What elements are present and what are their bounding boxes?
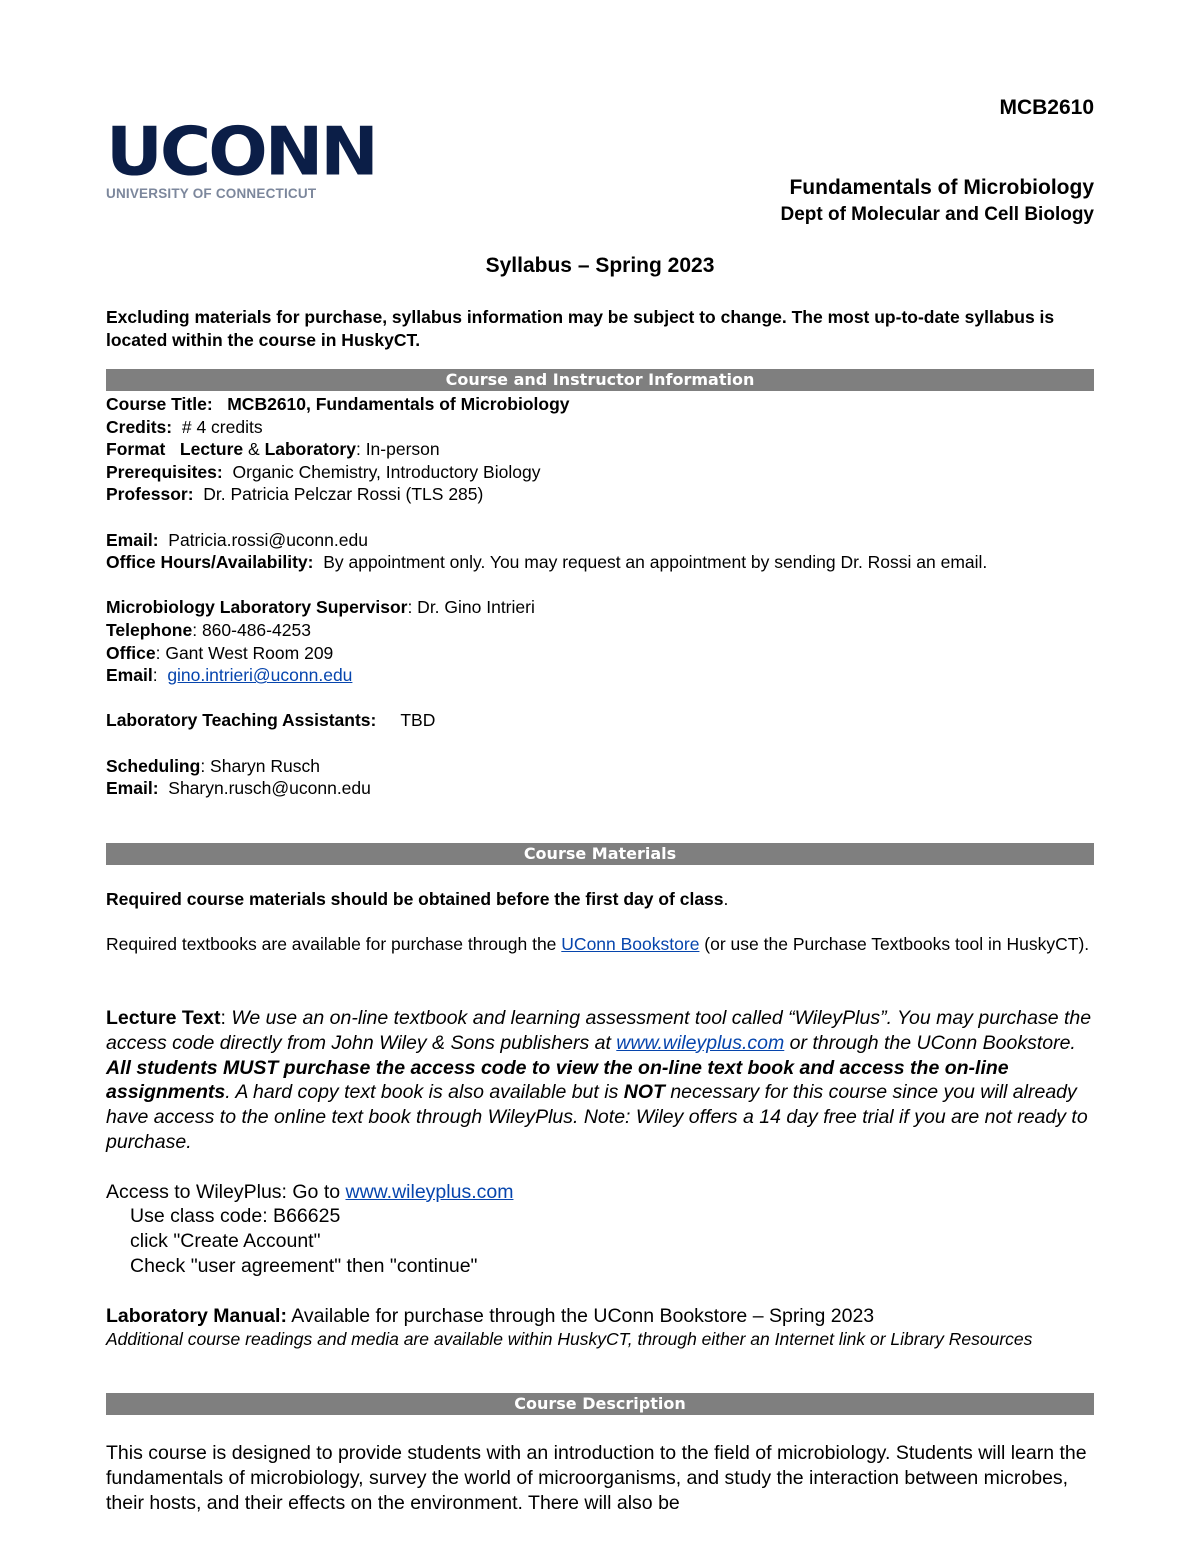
telephone-row: Telephone: 860-486-4253 — [106, 619, 311, 640]
professor-email: Patricia.rossi@uconn.edu — [168, 529, 368, 550]
scheduling-row: Scheduling: Sharyn Rusch — [106, 755, 320, 776]
course-title-row: Course Title: MCB2610, Fundamentals of Microbiology — [106, 394, 570, 414]
materials-intro — [106, 888, 1096, 956]
format-row: Format Lecture & Laboratory: In-person — [106, 439, 440, 460]
section-header-materials: Course Materials — [106, 843, 1094, 865]
section-header-description: Course Description — [106, 1393, 1094, 1415]
section-header-instructor: Course and Instructor Information — [106, 369, 1094, 391]
office-hours-value: By appointment only. You may request an appointment by sending Dr. Rossi an email. — [323, 552, 988, 573]
format-value: : In-person — [355, 439, 440, 460]
syllabus-notice: Excluding materials for purchase, syllabus information may be subject to change. The most up-to-date syllabus is located within the course in HuskyCT. — [106, 307, 1055, 350]
logo-subtitle: UNIVERSITY OF CONNECTICUT — [106, 186, 317, 201]
additional-readings-note: Additional course readings and media are available within HuskyCT, through either an Internet link or Library Resources — [106, 1329, 1033, 1349]
course-description-text: This course is designed to provide students with an introduction to the field of microbiology. Students will learn the fundamentals of microbiology, survey the world of microorganisms, and study the interaction between microbes, their hosts, and their effects on the environment. There will also be — [106, 1442, 1087, 1514]
scheduling-value: : Sharyn Rusch — [200, 755, 320, 776]
prerequisites-value: Organic Chemistry, Introductory Biology — [232, 461, 541, 482]
teaching-assistants-row: Laboratory Teaching Assistants: TBD — [106, 710, 436, 731]
lab-supervisor-row: Microbiology Laboratory Supervisor: Dr. Gino Intrieri — [106, 597, 535, 618]
logo-wordmark: UCONN — [106, 112, 376, 191]
lecture-text-paragraph: Lecture Text: We use an on-line textbook and learning assessment tool called “WileyPlus”. You may purchase the access code directly from John Wiley & Sons publishers at www.wileyplus.com or through the UConn Bookstore. All students MUST purchase the access code to view the on-line text book and access the on-line assignments. A hard copy text book is also available but is NOT necessary for this course since you will already have access to the online text book through WileyPlus. Note: Wiley offers a 14 day free trial if you are not ready to purchase. — [106, 1007, 1092, 1153]
teaching-assistants-value: TBD — [400, 710, 436, 731]
telephone-value: : 860-486-4253 — [192, 619, 311, 640]
textbooks-note: Required textbooks are available for purchase through the UConn Bookstore (or use the Purchase Textbooks tool in HuskyCT). — [106, 934, 1090, 955]
course-code: MCB2610 — [999, 96, 1094, 119]
syllabus-title: Syllabus – Spring 2023 — [485, 254, 715, 277]
access-wileyplus-row: Access to WileyPlus: Go to www.wileyplus.com — [106, 1180, 514, 1203]
prerequisites-row: Prerequisites: Organic Chemistry, Introductory Biology — [106, 461, 541, 482]
access-step-user-agreement: Check "user agreement" then "continue" — [130, 1254, 478, 1277]
lab-supervisor-value: : Dr. Gino Intrieri — [407, 597, 535, 618]
instructor-info — [106, 393, 1096, 800]
lecture-text-section — [106, 1006, 1096, 1328]
lab-supervisor-email-link[interactable]: gino.intrieri@uconn.edu — [167, 665, 353, 686]
lab-manual-row: Laboratory Manual: Available for purchase through the UConn Bookstore – Spring 2023 — [106, 1304, 875, 1327]
scheduling-email: Sharyn.rusch@uconn.edu — [168, 778, 371, 799]
course-name: Fundamentals of Microbiology — [789, 176, 1094, 199]
professor-email-row: Email: Patricia.rossi@uconn.edu — [106, 529, 368, 550]
professor-value: Dr. Patricia Pelczar Rossi (TLS 285) — [203, 484, 484, 505]
lab-manual-value: Available for purchase through the UConn Bookstore – Spring 2023 — [286, 1304, 875, 1327]
credits-row: Credits: # 4 credits — [106, 416, 263, 437]
office-value: : Gant West Room 209 — [155, 642, 334, 663]
department-name: Dept of Molecular and Cell Biology — [780, 204, 1094, 225]
wileyplus-link-lecture[interactable]: www.wileyplus.com — [616, 1031, 785, 1054]
office-hours-row: Office Hours/Availability: By appointment only. You may request an appointment by sending Dr. Rossi an email. — [106, 552, 988, 573]
bookstore-link[interactable]: UConn Bookstore — [561, 934, 700, 955]
uconn-logo — [106, 112, 376, 202]
office-row: Office: Gant West Room 209 — [106, 642, 334, 663]
professor-row: Professor: Dr. Patricia Pelczar Rossi (TLS 285) — [106, 484, 484, 505]
required-materials-note: Required course materials should be obtained before the first day of class. — [106, 889, 729, 909]
access-step-class-code: Use class code: B66625 — [130, 1205, 341, 1228]
scheduling-email-row: Email: Sharyn.rusch@uconn.edu — [106, 778, 371, 799]
access-step-create-account: click "Create Account" — [130, 1230, 321, 1253]
lab-email-row: Email: gino.intrieri@uconn.edu — [106, 665, 353, 686]
credits-value: # 4 credits — [181, 416, 263, 437]
wileyplus-link-access[interactable]: www.wileyplus.com — [345, 1180, 514, 1203]
course-title-value: MCB2610, Fundamentals of Microbiology — [227, 394, 570, 414]
